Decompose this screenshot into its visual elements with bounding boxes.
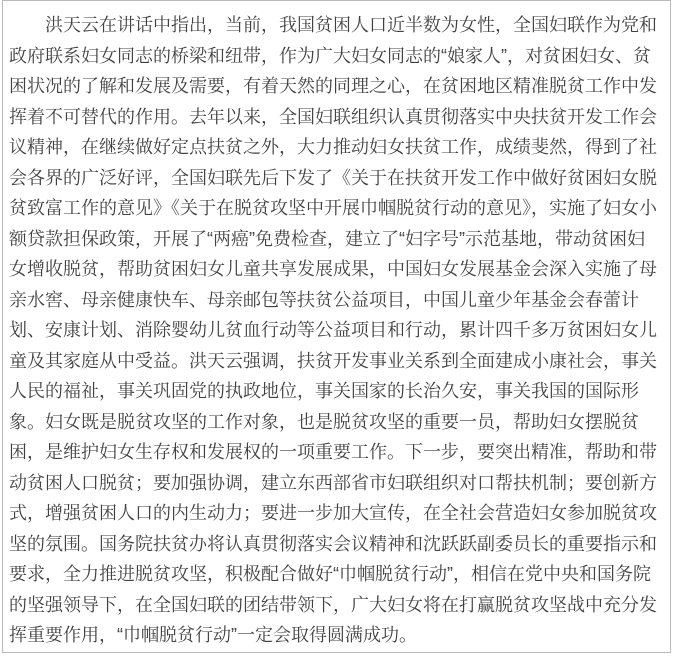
- article-paragraph: 洪天云在讲话中指出，当前，我国贫困人口近半数为女性，全国妇联作为党和政府联系妇女同志的桥梁和纽带，作为广大妇女同志的“娘家人”，对贫困妇女、贫困状况的了解和发展及需要，有着天然的同理之心，在贫困地区精准脱贫工作中发挥着不可替代的作用。去年以来，全国妇联组织认真贯彻落实中央扶贫开发工作会议精神，在继续做好定点扶贫之外，大力推动妇女扶贫工作，成绩斐然，得到了社会各界的广泛好评，全国妇联先后下发了《关于在扶贫开发工作中做好贫困妇女脱贫致富工作的意见》《关于在脱贫攻坚中开展巾帼脱贫行动的意见》，实施了妇女小额贷款担保政策，开展了“两癌”免费检查，建立了“妇字号”示范基地，带动贫困妇女增收脱贫，帮助贫困妇女儿童共享发展成果，中国妇女发展基金会深入实施了母亲水窖、母亲健康快车、母亲邮包等扶贫公益项目，中国儿童少年基金会春蕾计划、安康计划、消除婴幼儿贫血行动等公益项目和行动，累计四千多万贫困妇女儿童及其家庭从中受益。洪天云强调，扶贫开发事业关系到全面建成小康社会，事关人民的福祉，事关巩固党的执政地位，事关国家的长治久安，事关我国的国际形象。妇女既是脱贫攻坚的工作对象，也是脱贫攻坚的重要一员，帮助妇女摆脱贫困，是维护妇女生存权和发展权的一项重要工作。下一步，要突出精准，帮助和带动贫困人口脱贫；要加强协调，建立东西部省市妇联组织对口帮扶机制；要创新方式，增强贫困人口的内生动力；要进一步加大宣传，在全社会营造妇女参加脱贫攻坚的氛围。国务院扶贫办将认真贯彻落实会议精神和沈跃跃副委员长的重要指示和要求，全力推进脱贫攻坚，积极配合做好“巾帼脱贫行动”，相信在党中央和国务院的坚强领导下，在全国妇联的团结带领下，广大妇女将在打赢脱贫攻坚战中充分发挥重要作用，“巾帼脱贫行动”一定会取得圆满成功。: [9, 15, 657, 645]
- article-container: [2, 0, 671, 653]
